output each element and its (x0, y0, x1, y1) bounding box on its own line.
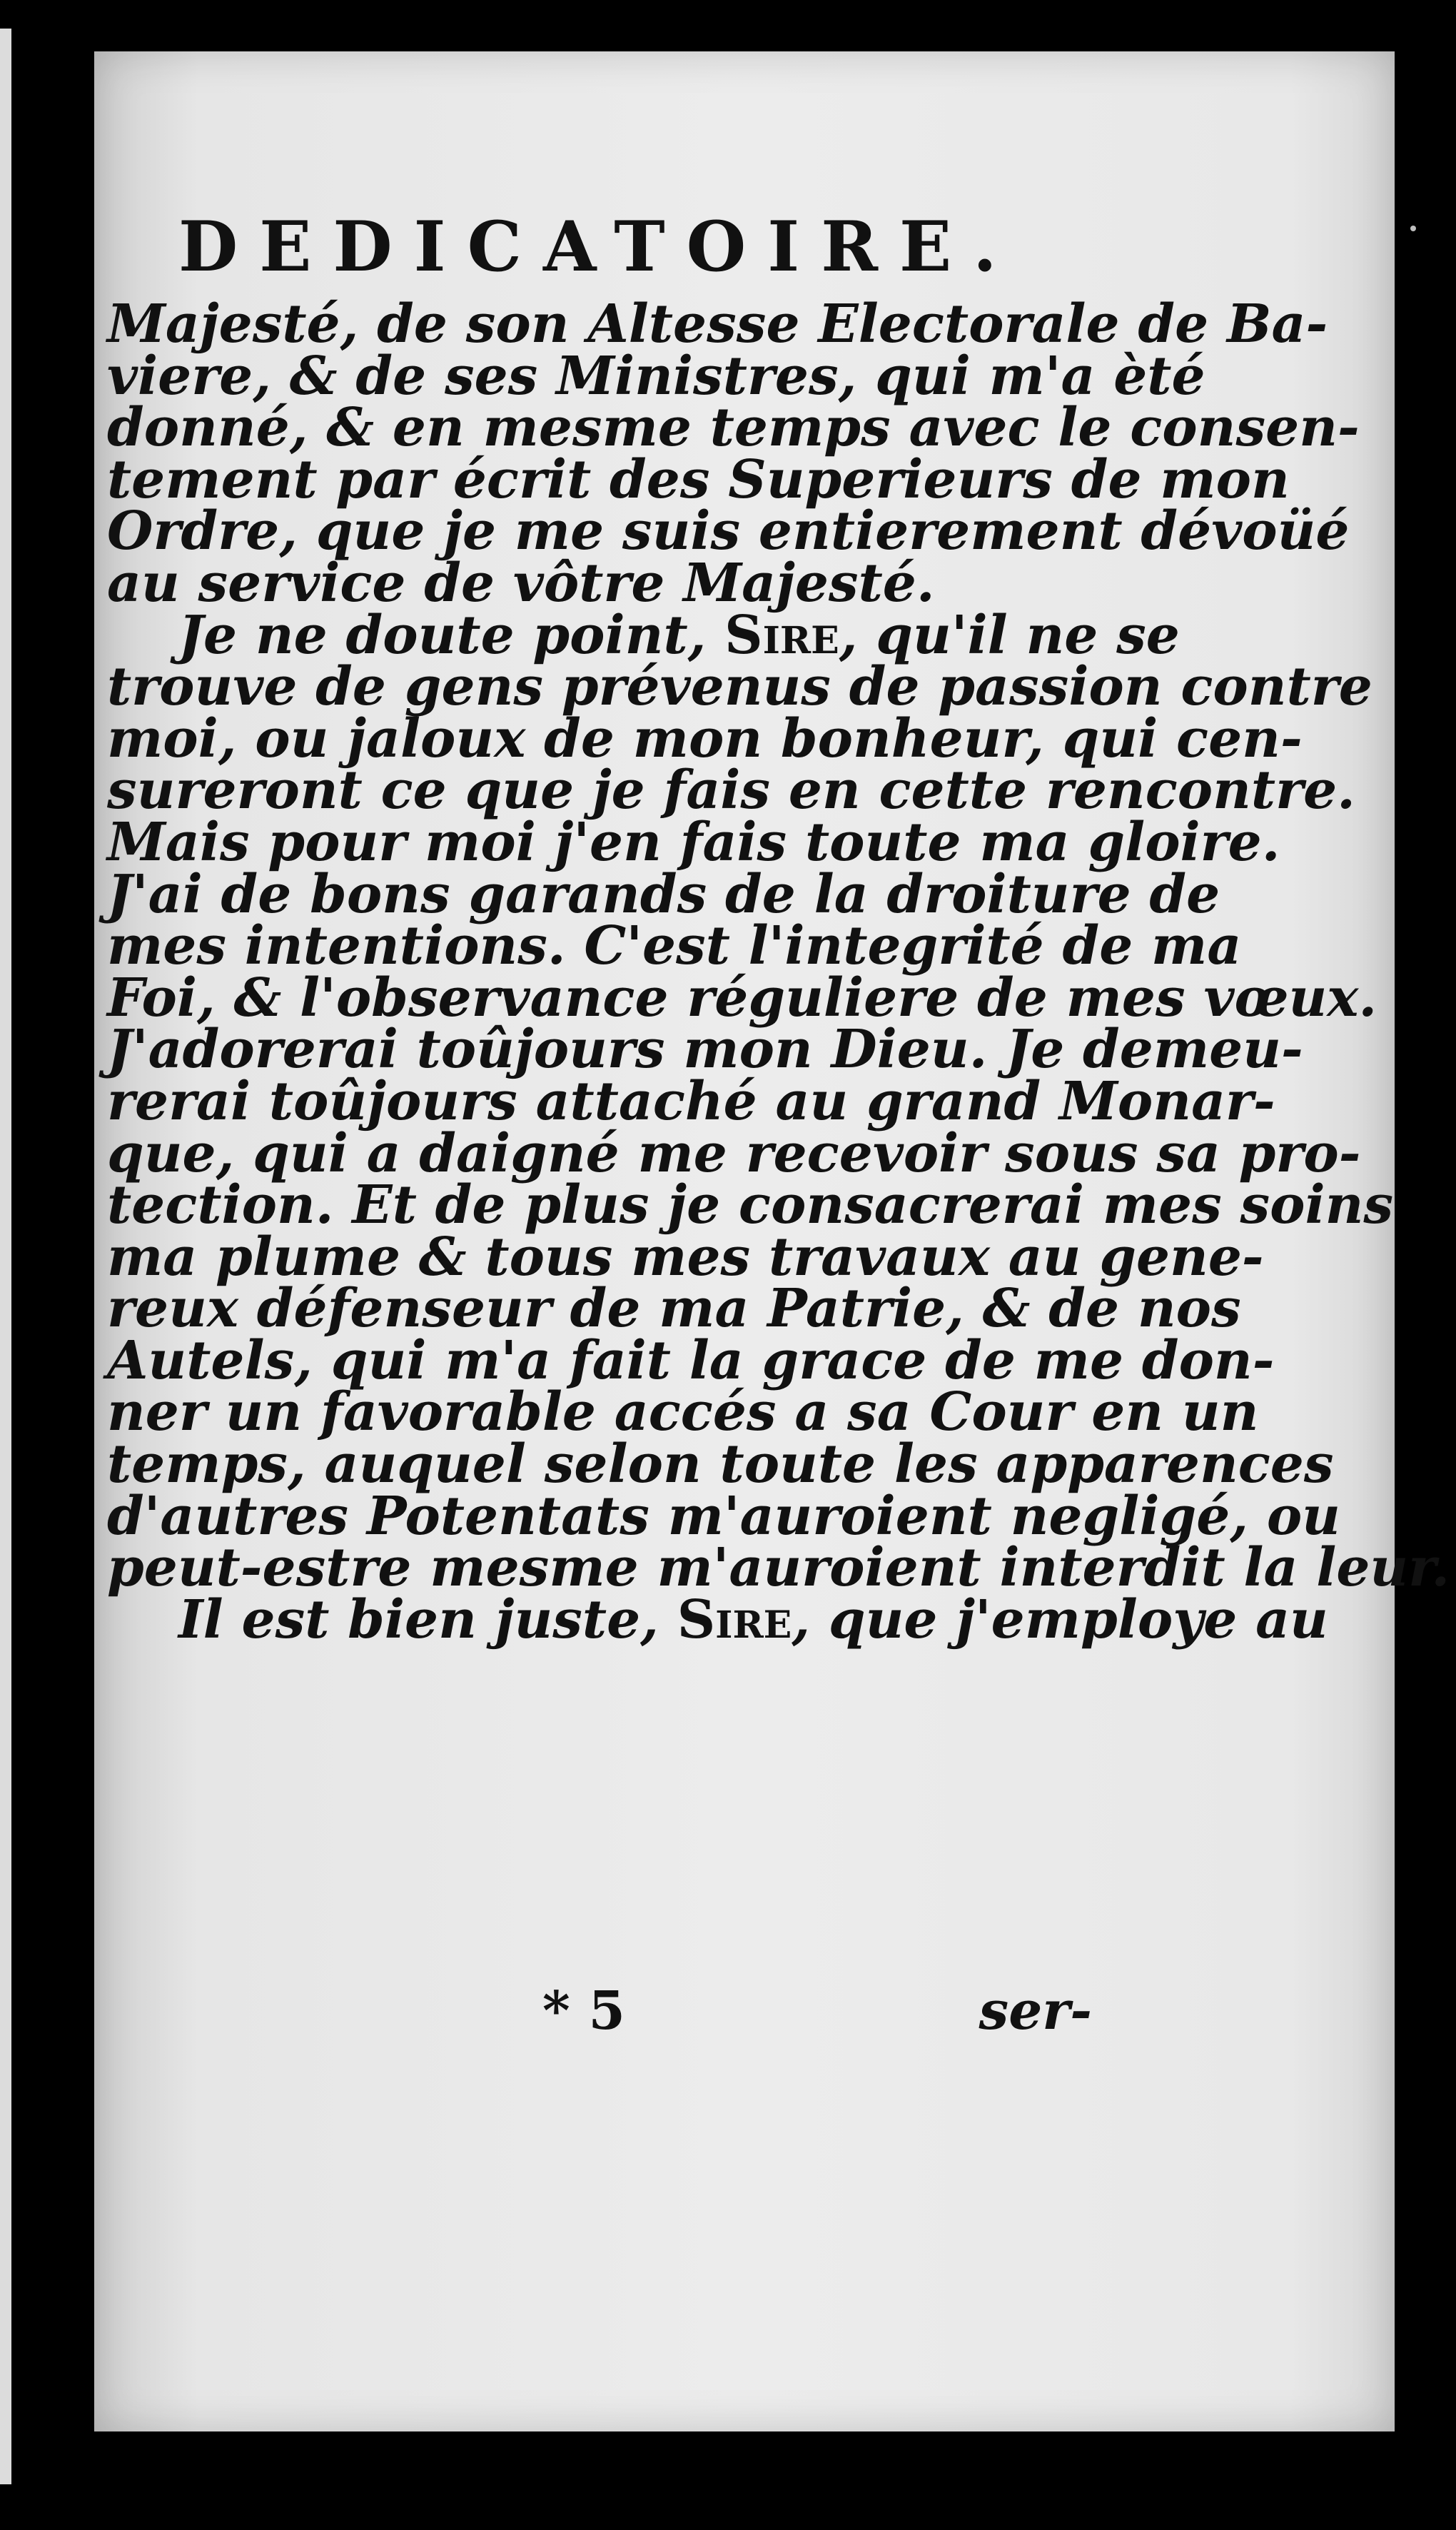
text-line: viere, & de ses Ministres, qui m'a èté (107, 345, 1205, 407)
sire-smallcaps: Sire (677, 1588, 792, 1650)
text-line: mes intentions. C'est l'integrité de ma (107, 915, 1242, 977)
text-line: Autels, qui m'a fait la grace de me don- (107, 1329, 1275, 1391)
signature-mark: * 5 (542, 1980, 625, 2042)
text-line: sureront ce que je fais en cette rencontre. (107, 760, 1355, 822)
text-line: reux défenseur de ma Patrie, & de nos (107, 1278, 1241, 1340)
text-line: que, qui a daigné me recevoir sous sa pro- (107, 1122, 1361, 1184)
text-line: Il est bien juste, Sire, que j'employe au (178, 1588, 1328, 1650)
text-line: d'autres Potentats m'auroient negligé, ou (107, 1485, 1340, 1547)
text-line: tement par écrit des Superieurs de mon (107, 448, 1290, 510)
text-line: trouve de gens prévenus de passion contre (107, 656, 1372, 718)
text-line: J'ai de bons garands de la droiture de (107, 863, 1220, 925)
text-line: Majesté, de son Altesse Electorale de Ba- (107, 293, 1328, 355)
text-line: au service de vôtre Majesté. (107, 552, 935, 614)
text-line: temps, auquel selon toute les apparences (107, 1433, 1334, 1496)
text-line: Je ne doute point, Sire, qu'il ne se (178, 604, 1180, 666)
text-line: Ordre, que je me suis entierement dévoüé (107, 500, 1350, 563)
adjacent-page-edge (0, 29, 11, 2484)
scan-speck (1410, 226, 1416, 231)
sire-smallcaps: Sire (724, 604, 839, 666)
page-footer (107, 1979, 1092, 2043)
body-text (107, 293, 1450, 1650)
catchword: ser- (979, 1980, 1092, 2042)
text-line: donné, & en mesme temps avec le consen- (107, 397, 1360, 459)
text-line: tection. Et de plus je consacrerai mes soins (107, 1174, 1394, 1236)
running-head: DEDICATOIRE. (178, 206, 1018, 287)
text-line: peut-estre mesme m'auroient interdit la leur. (107, 1537, 1450, 1599)
text-line: Foi, & l'observance réguliere de mes vœux. (107, 967, 1377, 1029)
text-line: moi, ou jaloux de mon bonheur, qui cen- (107, 707, 1303, 770)
text-line: J'adorerai toûjours mon Dieu. Je demeu- (107, 1019, 1303, 1081)
text-line: ma plume & tous mes travaux au gene- (107, 1226, 1264, 1288)
text-line: Mais pour moi j'en fais toute ma gloire. (107, 811, 1280, 873)
text-line: rerai toûjours attaché au grand Monar- (107, 1070, 1275, 1132)
text-line: ner un favorable accés a sa Cour en un (107, 1381, 1259, 1443)
